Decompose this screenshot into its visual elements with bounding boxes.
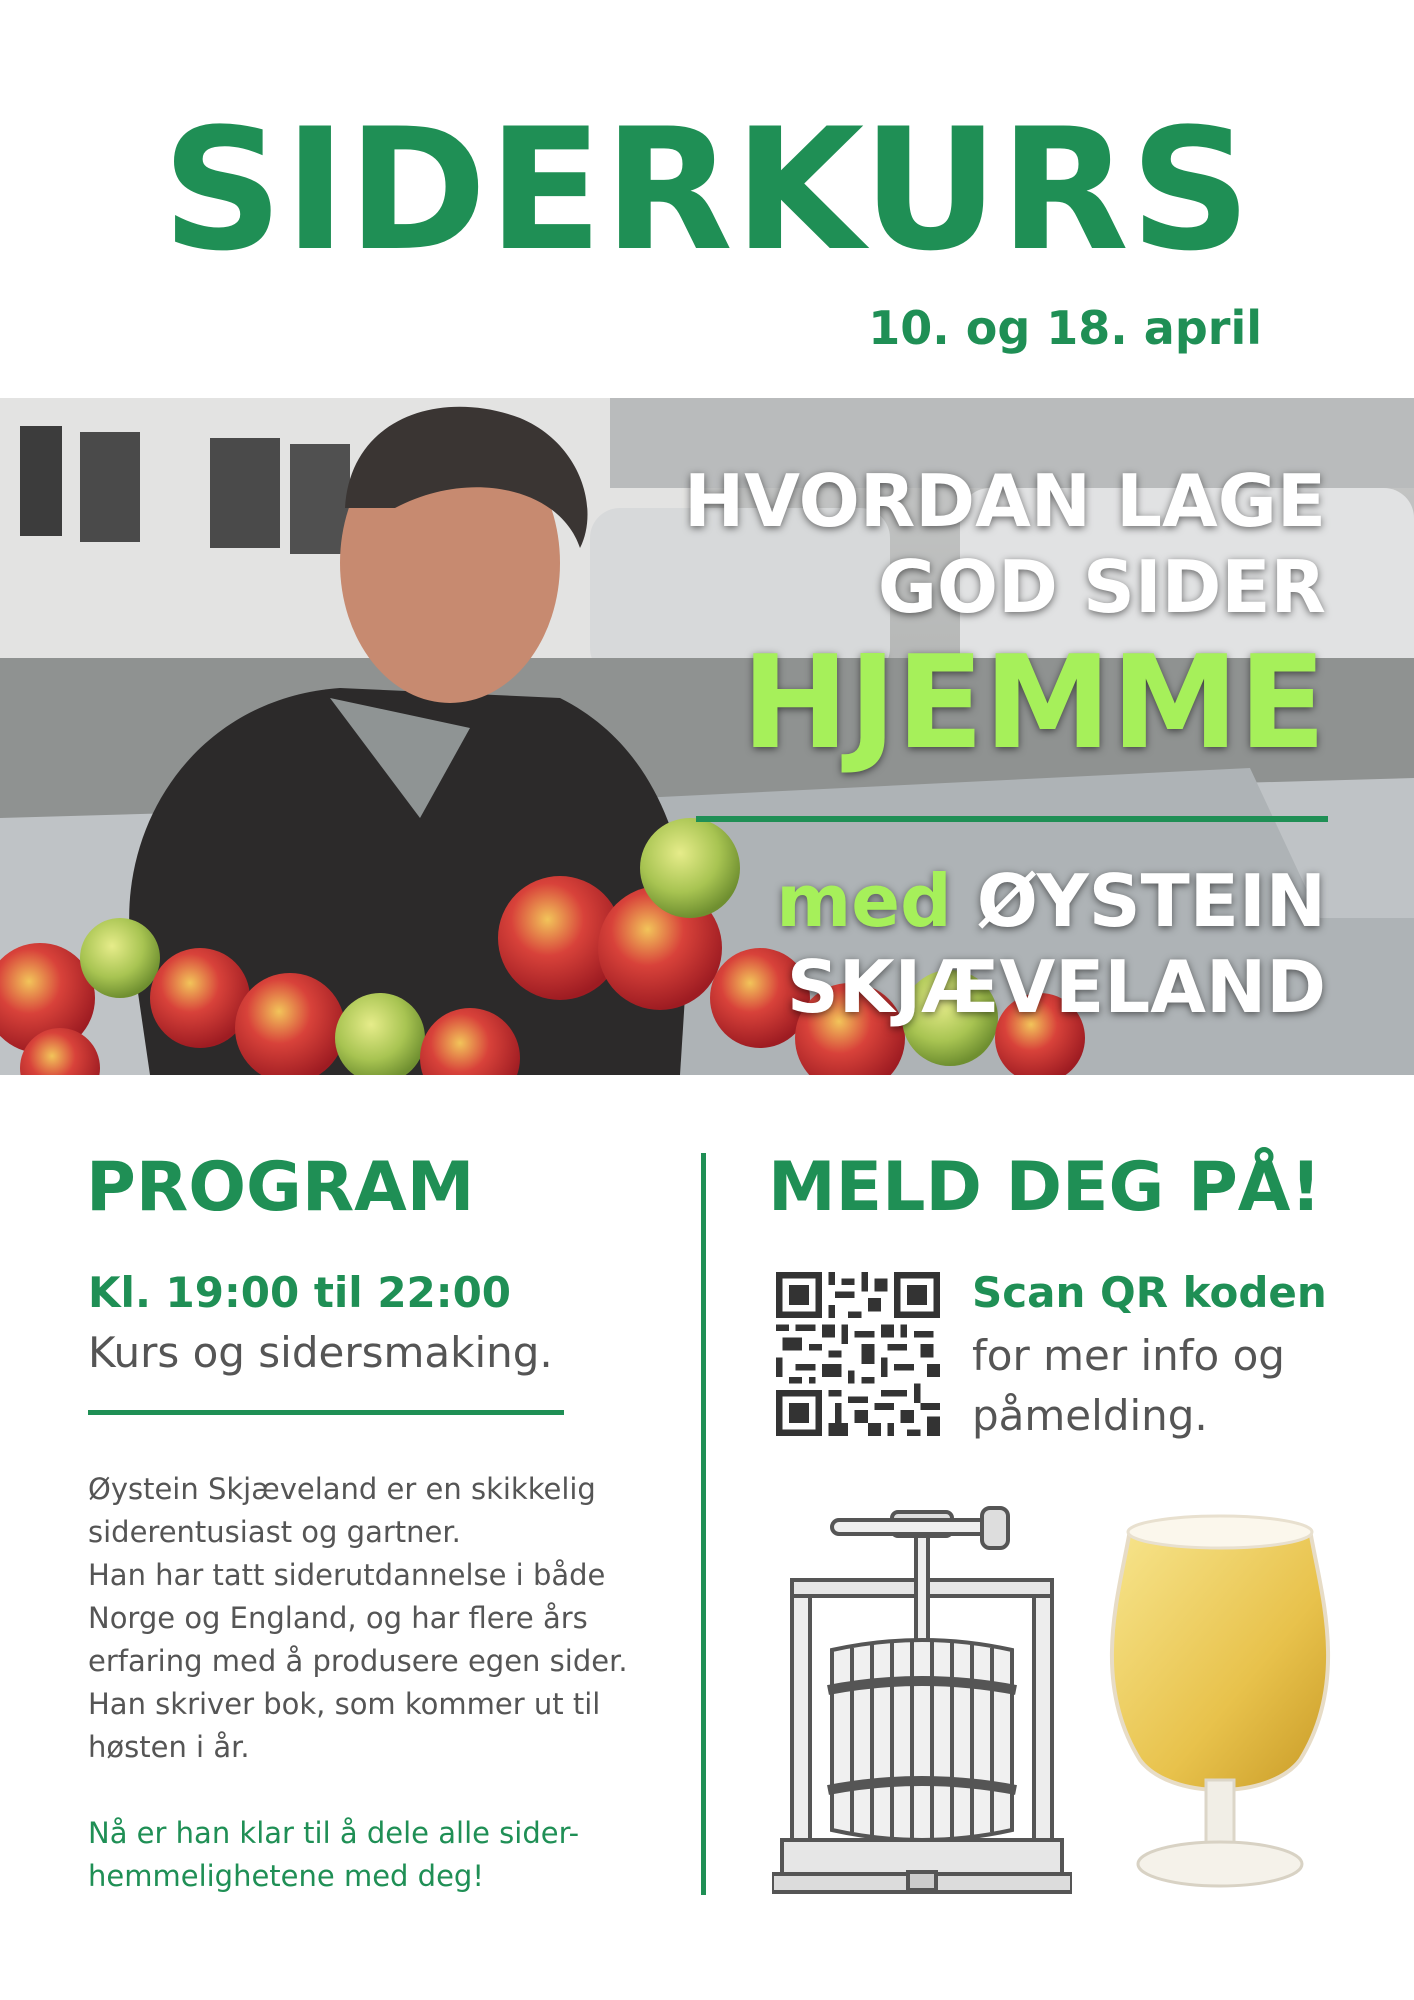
signup-title: MELD DEG PÅ! [768, 1148, 1322, 1227]
program-description: Kurs og sidersmaking. [88, 1328, 553, 1377]
program-rule [88, 1410, 564, 1415]
page-title: SIDERKURS [161, 92, 1253, 288]
headline-highlight: HJEMME [741, 629, 1326, 778]
headline-line-2: GOD SIDER [877, 545, 1326, 629]
bio-line: siderentusiast og gartner. [88, 1515, 461, 1549]
bio-line: Øystein Skjæveland er en skikkelig [88, 1472, 596, 1506]
scan-description [972, 1326, 1352, 1446]
cider-glass-illustration [1100, 1510, 1340, 1900]
bio-line: Han har tatt siderutdannelse i både [88, 1558, 606, 1592]
event-date: 10. og 18. april [868, 301, 1262, 355]
scan-description-line: påmelding. [972, 1391, 1208, 1440]
bio-line: Norge og England, og har flere års [88, 1601, 588, 1635]
closing-line: Nå er han klar til å dele alle sider- [88, 1816, 580, 1850]
headline-last-name: SKJÆVELAND [786, 945, 1326, 1029]
banner-divider [696, 816, 1328, 822]
scan-instruction: Scan QR koden [972, 1268, 1327, 1317]
bio-line: høsten i år. [88, 1730, 250, 1764]
program-time: Kl. 19:00 til 22:00 [88, 1268, 512, 1317]
scan-description-line: for mer info og [972, 1331, 1285, 1380]
headline-first-name: ØYSTEIN [976, 859, 1326, 943]
closing-message [88, 1812, 678, 1898]
hero-photo [0, 398, 1414, 1075]
bio-line: Han skriver bok, som kommer ut til [88, 1687, 601, 1721]
headline-presenter-line [776, 858, 1326, 944]
headline-line-1: HVORDAN LAGE [683, 459, 1326, 543]
bio-line: erfaring med å produsere egen sider. [88, 1644, 628, 1678]
closing-line: hemmelighetene med deg! [88, 1859, 484, 1893]
qr-code-icon[interactable] [776, 1272, 940, 1436]
presenter-bio [88, 1468, 678, 1769]
cider-press-illustration [772, 1500, 1072, 1900]
headline-with: med [776, 859, 952, 943]
program-title: PROGRAM [86, 1148, 475, 1227]
column-divider [701, 1153, 706, 1895]
